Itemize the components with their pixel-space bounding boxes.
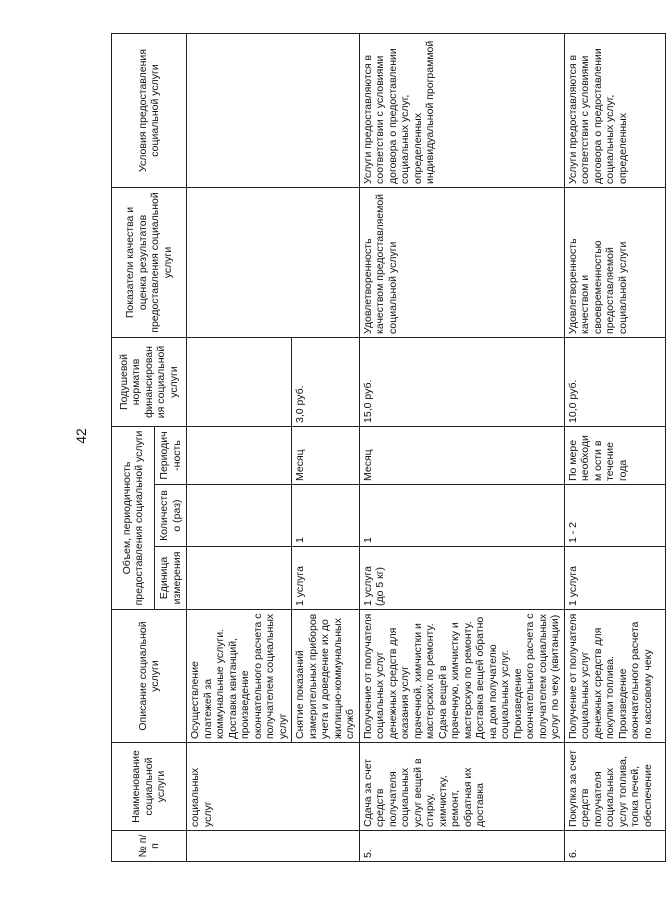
cell-name: социальных услуг [187, 743, 360, 831]
header-quality: Показатели качества и оценка результатов предоставления социальной услуги [112, 187, 187, 337]
cell-terms: Услуги предоставляются в соответствии с условиями договора о предоставлении социальных услуг, определенных [564, 33, 665, 187]
cell-qty: 1 [292, 485, 360, 547]
header-terms: Условия предоставления социальной услуги [112, 33, 187, 187]
table-row [564, 33, 665, 861]
cell-norm: 15,0 руб. [359, 337, 564, 426]
cell-name: Покупка за счет средств получателя социальных услуг топлива, топка печей, обеспечение [564, 743, 665, 831]
cell-desc: Осуществление платежей за коммунальные услуги. Доставка квитанций, произведение окончательного расчета с получателем социальных услуг [187, 610, 292, 743]
cell-unit [187, 547, 292, 610]
page-number: 42 [73, 428, 89, 444]
header-unit: Единица измерения [155, 547, 187, 610]
cell-norm: 10,0 руб. [564, 337, 665, 426]
cell-desc: Получение от получателя социальных услуг денежных средств для покупки топлива. Произведение окончательного расчета по кассовому чеку [564, 610, 665, 743]
cell-name: Сдача за счет средств получателя социальных услуг вещей в стирку, химчистку, ремонт, обратная их доставка [359, 743, 564, 831]
cell-num [187, 831, 360, 862]
cell-desc: Снятие показаний измерительных приборов учета и доведение их до жилищно-коммунальных служб [292, 610, 360, 743]
header-period: Периодич-ность [155, 426, 187, 484]
rotated-table-wrapper [111, 34, 654, 862]
header-norm: Подушевой норматив финансирован ия социальной услуги [112, 337, 187, 426]
header-volume-group: Объем, периодичность предоставления социальной услуги [112, 426, 155, 609]
cell-period: Месяц [359, 426, 564, 484]
cell-norm: 3,0 руб. [292, 337, 360, 426]
cell-period: По мере необходим ости в течение года [564, 426, 665, 484]
cell-norm [187, 337, 292, 426]
cell-period [187, 426, 292, 484]
cell-num: 6. [564, 831, 665, 862]
table-row [359, 33, 564, 861]
cell-unit: 1 услуга [292, 547, 360, 610]
cell-num: 5. [359, 831, 564, 862]
cell-quality: Удовлетворенность качеством предоставляемой социальной услуги [359, 187, 564, 337]
cell-qty: 1 - 2 [564, 485, 665, 547]
table-row [187, 33, 292, 861]
header-name: Наименование социальной услуги [112, 743, 187, 831]
cell-desc: Получение от получателя социальных услуг денежных средств для оказания услуг прачечной, химчистки и мастерских по ремонту. Сдача вещей в прачечную, химчистку и мастерскую по ремонту. Доставка вещей обратно на дом получателю социальных услуг. Произведение окончательного расчета с получателем социальных услуг по чеку (квитанции) [359, 610, 564, 743]
cell-unit: 1 услуга (до 5 кг) [359, 547, 564, 610]
cell-period: Месяц [292, 426, 360, 484]
header-num: № п/п [112, 831, 187, 862]
services-table [111, 33, 666, 862]
cell-qty: 1 [359, 485, 564, 547]
header-row-1 [112, 33, 155, 861]
cell-terms [187, 33, 360, 187]
header-qty: Количество (раз) [155, 485, 187, 547]
cell-quality [187, 187, 360, 337]
header-desc: Описание социальной услуги [112, 610, 187, 743]
cell-unit: 1 услуга [564, 547, 665, 610]
cell-terms: Услуги предоставляются в соответствии с условиями договора о предоставлении социальных услуг, определенных индивидуальной программой [359, 33, 564, 187]
cell-quality: Удовлетворенность качеством и своевременностью предоставляемой социальной услуги [564, 187, 665, 337]
cell-qty [187, 485, 292, 547]
